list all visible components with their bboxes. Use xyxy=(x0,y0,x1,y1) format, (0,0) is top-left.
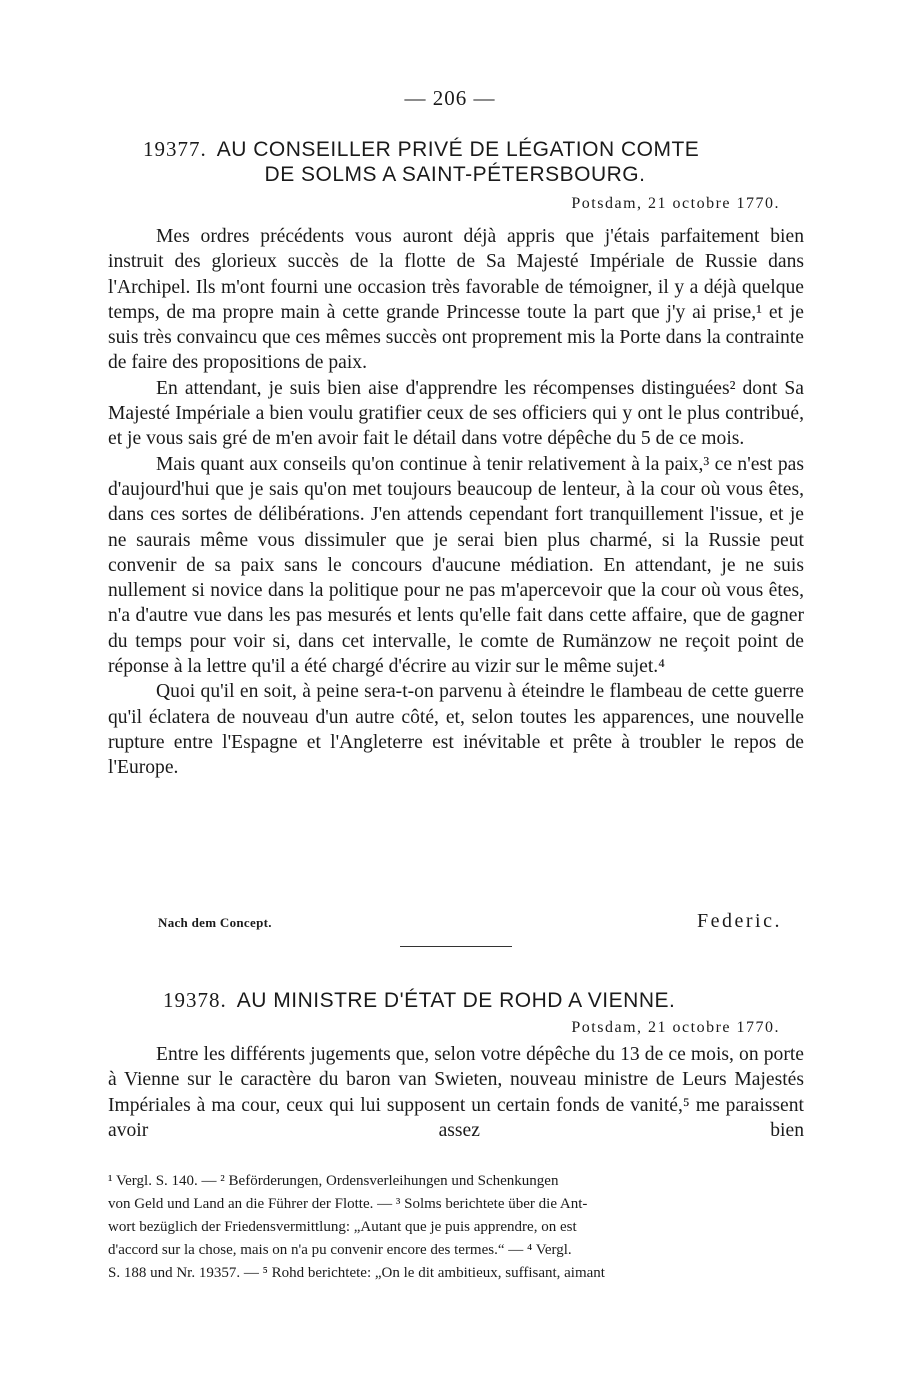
letter-1-paragraph-4: Quoi qu'il en soit, à peine sera-t-on parvenu à éteindre le flambeau de cette guerre qu'il éclatera de nouveau d'un autre côté, et, selon toutes les apparences, une nouvelle rupture entre l'Espagne et l'Angleterre est inévitable et prête à troubler le repos de l'Europe. xyxy=(108,681,804,779)
letter-2-heading xyxy=(163,988,675,1013)
source-note: Nach dem Concept. xyxy=(158,915,272,930)
letter-2-date: Potsdam, 21 octobre 1770. xyxy=(571,1019,780,1036)
letter-2-paragraph-1: Entre les différents jugements que, selon votre dépêche du 13 de ce mois, on porte à Vienne sur le caractère du baron van Swieten, nouveau ministre de Leurs Majestés Impériales à ma cour, ceux qui lui supposent un certain fonds de vanité,⁵ me paraissent avoir assez bien xyxy=(108,1044,804,1141)
letter-2-number: 19378. xyxy=(163,988,227,1012)
section-divider xyxy=(400,946,512,947)
letter-1-title-line-1: AU CONSEILLER PRIVÉ DE LÉGATION COMTE xyxy=(216,138,700,161)
footnote-line-3: wort bezüglich der Friedensvermittlung: „Autant que je puis apprendre, on est xyxy=(108,1219,577,1235)
letter-1-heading-line-1 xyxy=(143,137,699,162)
footnote-line-1: ¹ Vergl. S. 140. — ² Beförderungen, Ordensverleihungen und Schenkungen xyxy=(108,1173,559,1189)
signature: Federic. xyxy=(697,910,782,932)
letter-1-paragraph-2: En attendant, je suis bien aise d'apprendre les récompenses distinguées² dont Sa Majesté Impériale a bien voulu gratifier ceux de ses officiers qui y ont le plus contribué, et je vous sais gré de m'en avoir fait le détail dans votre dépêche du 5 de ce mois. xyxy=(108,377,804,450)
footnote-line-2: von Geld und Land an die Führer der Flotte. — ³ Solms berichtete über die Ant- xyxy=(108,1196,588,1212)
letter-1-paragraph-1: Mes ordres précédents vous auront déjà appris que j'étais parfaitement bien instruit des glorieux succès de la flotte de Sa Majesté Impériale de Russie dans l'Archipel. Ils m'ont fourni une occasion très favorable de témoigner, il y a déjà quelque temps, de ma propre main à cette grande Princesse toute la part que j'y ai prise,¹ et je suis très convaincu que ces mêmes succès ont proprement mis la Porte dans la contrainte de faire des propositions de paix. xyxy=(108,226,804,374)
footnotes xyxy=(108,1170,804,1285)
letter-2-title: AU MINISTRE D'ÉTAT DE ROHD A VIENNE. xyxy=(236,989,676,1012)
letter-1-body xyxy=(108,224,804,781)
letter-1-paragraph-3: Mais quant aux conseils qu'on continue à tenir relativement à la paix,³ ce n'est pas d'aujourd'hui que je sais qu'on met toujours beaucoup de lenteur, à la cour où vous êtes, dans ces sortes de délibérations. J'en attends cependant fort tranquillement l'issue, et je ne saurais même vous dissimuler que je serai bien plus charmé, si la Russie peut convenir de sa paix sans le concours d'aucune médiation. En attendant, je ne suis nullement si novice dans la politique pour ne pas m'apercevoir que la cour où vous êtes, n'a d'autre vue dans les pas mesurés et lents qu'elle fait dans cette affaire, que de gagner du temps pour voir si, dans cet intervalle, le comte de Rumänzow ne reçoit point de réponse à la lettre qu'il a été chargé d'écrire au vizir sur le même sujet.⁴ xyxy=(108,453,804,678)
letter-2-body xyxy=(108,1042,804,1143)
letter-1-date: Potsdam, 21 octobre 1770. xyxy=(571,195,780,212)
footnote-line-4: d'accord sur la chose, mais on n'a pu convenir encore des termes.“ — ⁴ Vergl. xyxy=(108,1242,572,1258)
letter-1-title-line-2: DE SOLMS A SAINT-PÉTERSBOURG. xyxy=(264,163,646,186)
page-number: — 206 — xyxy=(404,86,496,110)
letter-1-number: 19377. xyxy=(143,137,207,161)
footnote-line-5: S. 188 und Nr. 19357. — ⁵ Rohd berichtete: „On le dit ambitieux, suffisant, aimant xyxy=(108,1265,605,1281)
